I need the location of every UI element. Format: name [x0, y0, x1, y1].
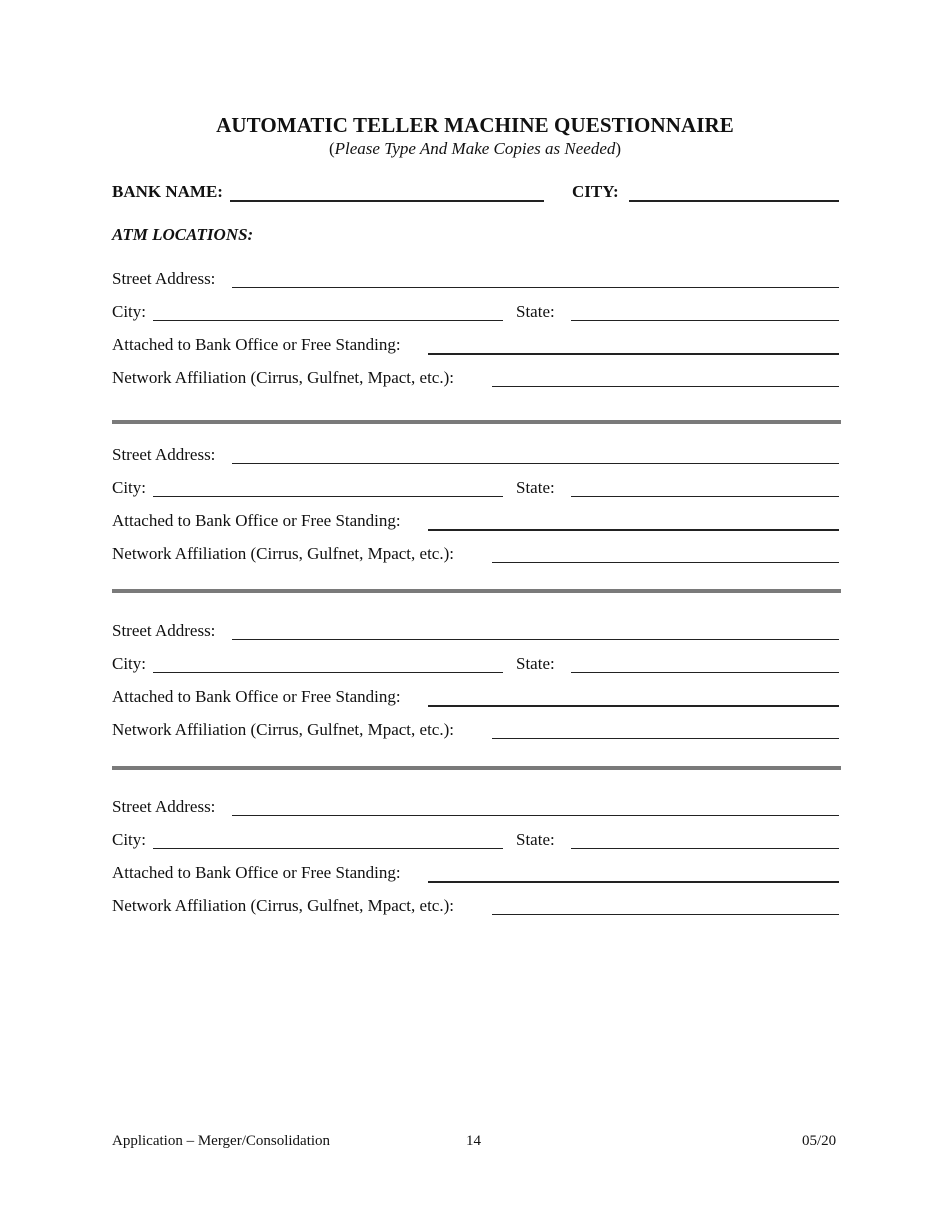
- attached-row: [112, 863, 839, 885]
- network-field[interactable]: [492, 738, 839, 739]
- state-field[interactable]: [571, 848, 839, 849]
- state-label: State:: [516, 654, 555, 673]
- attached-field[interactable]: [428, 705, 839, 707]
- street-address-label: Street Address:: [112, 797, 216, 816]
- subtitle-open-paren: (: [328, 139, 335, 158]
- city-label: City:: [112, 302, 147, 321]
- network-label: Network Affiliation (Cirrus, Gulfnet, Mpact, etc.):: [112, 544, 454, 563]
- state-label: State:: [516, 478, 555, 497]
- attached-field[interactable]: [428, 881, 839, 883]
- network-field[interactable]: [492, 562, 839, 563]
- attached-field[interactable]: [428, 529, 839, 531]
- street-address-label: Street Address:: [112, 269, 216, 288]
- city-state-row: [112, 654, 839, 676]
- street-address-label: Street Address:: [112, 445, 216, 464]
- attached-field[interactable]: [428, 353, 839, 355]
- attached-row: [112, 335, 839, 357]
- section-divider: [112, 420, 841, 424]
- street-address-label: Street Address:: [112, 621, 216, 640]
- state-label: State:: [516, 830, 555, 849]
- state-field[interactable]: [571, 496, 839, 497]
- network-row: [112, 896, 839, 918]
- city-label: City:: [112, 654, 147, 673]
- attached-label: Attached to Bank Office or Free Standing:: [112, 511, 401, 530]
- street-address-field[interactable]: [232, 639, 839, 640]
- street-address-field[interactable]: [232, 463, 839, 464]
- street-address-row: [112, 445, 839, 467]
- network-row: [112, 720, 839, 742]
- attached-label: Attached to Bank Office or Free Standing:: [112, 863, 401, 882]
- street-address-field[interactable]: [232, 815, 839, 816]
- city-state-row: [112, 302, 839, 324]
- state-label: State:: [516, 302, 555, 321]
- bank-name-field[interactable]: [230, 200, 544, 202]
- attached-row: [112, 687, 839, 709]
- attached-row: [112, 511, 839, 533]
- bank-city-field[interactable]: [629, 200, 839, 202]
- network-field[interactable]: [492, 914, 839, 915]
- city-label: City:: [112, 830, 147, 849]
- city-label: City:: [112, 478, 147, 497]
- city-field[interactable]: [153, 672, 503, 673]
- footer-page-number: 14: [466, 1133, 481, 1149]
- city-state-row: [112, 830, 839, 852]
- network-field[interactable]: [492, 386, 839, 387]
- network-label: Network Affiliation (Cirrus, Gulfnet, Mpact, etc.):: [112, 368, 454, 387]
- street-address-row: [112, 797, 839, 819]
- bank-info-row: [112, 182, 839, 204]
- network-label: Network Affiliation (Cirrus, Gulfnet, Mpact, etc.):: [112, 896, 454, 915]
- city-state-row: [112, 478, 839, 500]
- street-address-row: [112, 621, 839, 643]
- subtitle-close-paren: ): [615, 139, 622, 158]
- city-field[interactable]: [153, 848, 503, 849]
- form-title: AUTOMATIC TELLER MACHINE QUESTIONNAIRE: [216, 113, 734, 137]
- state-field[interactable]: [571, 320, 839, 321]
- street-address-field[interactable]: [232, 287, 839, 288]
- footer-date: 05/20: [802, 1133, 837, 1149]
- bank-city-label: CITY:: [572, 182, 619, 201]
- network-label: Network Affiliation (Cirrus, Gulfnet, Mpact, etc.):: [112, 720, 454, 739]
- section-divider: [112, 766, 841, 770]
- form-subtitle: [0, 139, 950, 159]
- bank-name-label: BANK NAME:: [112, 182, 223, 201]
- attached-label: Attached to Bank Office or Free Standing:: [112, 687, 401, 706]
- city-field[interactable]: [153, 496, 503, 497]
- network-row: [112, 368, 839, 390]
- state-field[interactable]: [571, 672, 839, 673]
- network-row: [112, 544, 839, 566]
- subtitle-text: Please Type And Make Copies as Needed: [334, 139, 616, 158]
- atm-locations-heading: ATM LOCATIONS:: [112, 225, 254, 244]
- section-divider: [112, 589, 841, 593]
- attached-label: Attached to Bank Office or Free Standing:: [112, 335, 401, 354]
- street-address-row: [112, 269, 839, 291]
- city-field[interactable]: [153, 320, 503, 321]
- footer-document-name: Application – Merger/Consolidation: [112, 1133, 331, 1149]
